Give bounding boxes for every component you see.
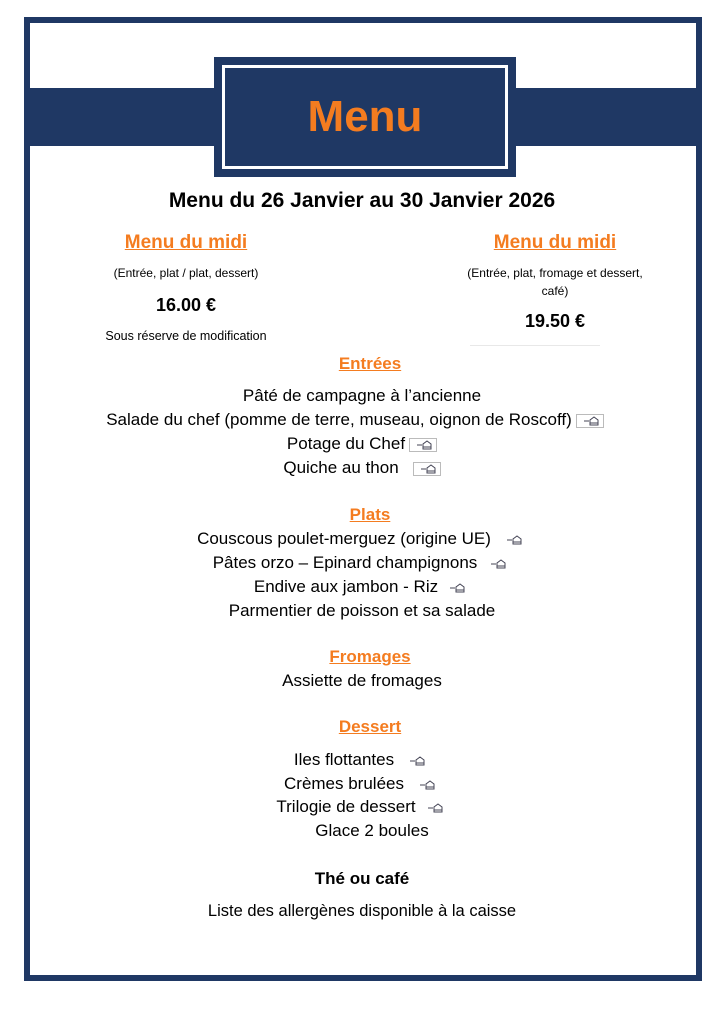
title-box-inner	[222, 65, 508, 169]
homemade-house-icon	[402, 754, 430, 768]
left-menu-description: (Entrée, plat / plat, dessert)	[113, 266, 259, 280]
menu-item: Potage du Chef	[0, 434, 724, 454]
menu-date-range: Menu du 26 Janvier au 30 Janvier 2026	[168, 189, 556, 212]
section-title-dessert: Dessert	[338, 717, 402, 736]
menu-item: Pâté de campagne à l’ancienne	[242, 386, 482, 405]
menu-item: Couscous poulet-merguez (origine UE)	[0, 529, 724, 549]
homemade-house-icon	[412, 778, 440, 792]
section-title-plats: Plats	[349, 505, 391, 524]
homemade-house-icon	[442, 581, 470, 595]
menu-item: Trilogie de dessert	[0, 797, 724, 817]
menu-item: Quiche au thon	[0, 458, 724, 478]
drink-line: Thé ou café	[314, 869, 410, 888]
section-title-entrees: Entrées	[338, 354, 402, 373]
homemade-house-icon	[409, 438, 437, 452]
homemade-house-icon	[576, 414, 604, 428]
allergen-notice: Liste des allergènes disponible à la caisse	[207, 902, 517, 920]
menu-item: Crèmes brulées	[0, 774, 724, 794]
homemade-house-icon	[413, 462, 441, 476]
section-title-fromages: Fromages	[329, 647, 411, 666]
right-menu-heading: Menu du midi	[493, 232, 617, 253]
right-menu-description-line1: (Entrée, plat, fromage et dessert,	[467, 266, 643, 280]
homemade-house-icon	[499, 533, 527, 547]
homemade-house-icon	[420, 801, 448, 815]
menu-item: Pâtes orzo – Epinard champignons	[0, 553, 724, 573]
right-menu-description-line2: café)	[541, 284, 569, 298]
divider	[470, 345, 600, 346]
menu-item: Glace 2 boules	[315, 821, 429, 840]
right-menu-price: 19.50 €	[524, 311, 586, 331]
menu-item: Iles flottantes	[0, 750, 724, 770]
left-menu-price: 16.00 €	[155, 295, 217, 315]
homemade-house-icon	[483, 557, 511, 571]
menu-item: Assiette de fromages	[282, 671, 442, 690]
menu-title: Menu	[307, 92, 423, 141]
menu-item: Parmentier de poisson et sa salade	[228, 601, 496, 620]
left-menu-note: Sous réserve de modification	[105, 329, 267, 343]
left-menu-heading: Menu du midi	[124, 232, 248, 253]
menu-item: Salade du chef (pomme de terre, museau, oignon de Roscoff)	[0, 410, 717, 430]
menu-item: Endive aux jambon - Riz	[0, 577, 724, 597]
